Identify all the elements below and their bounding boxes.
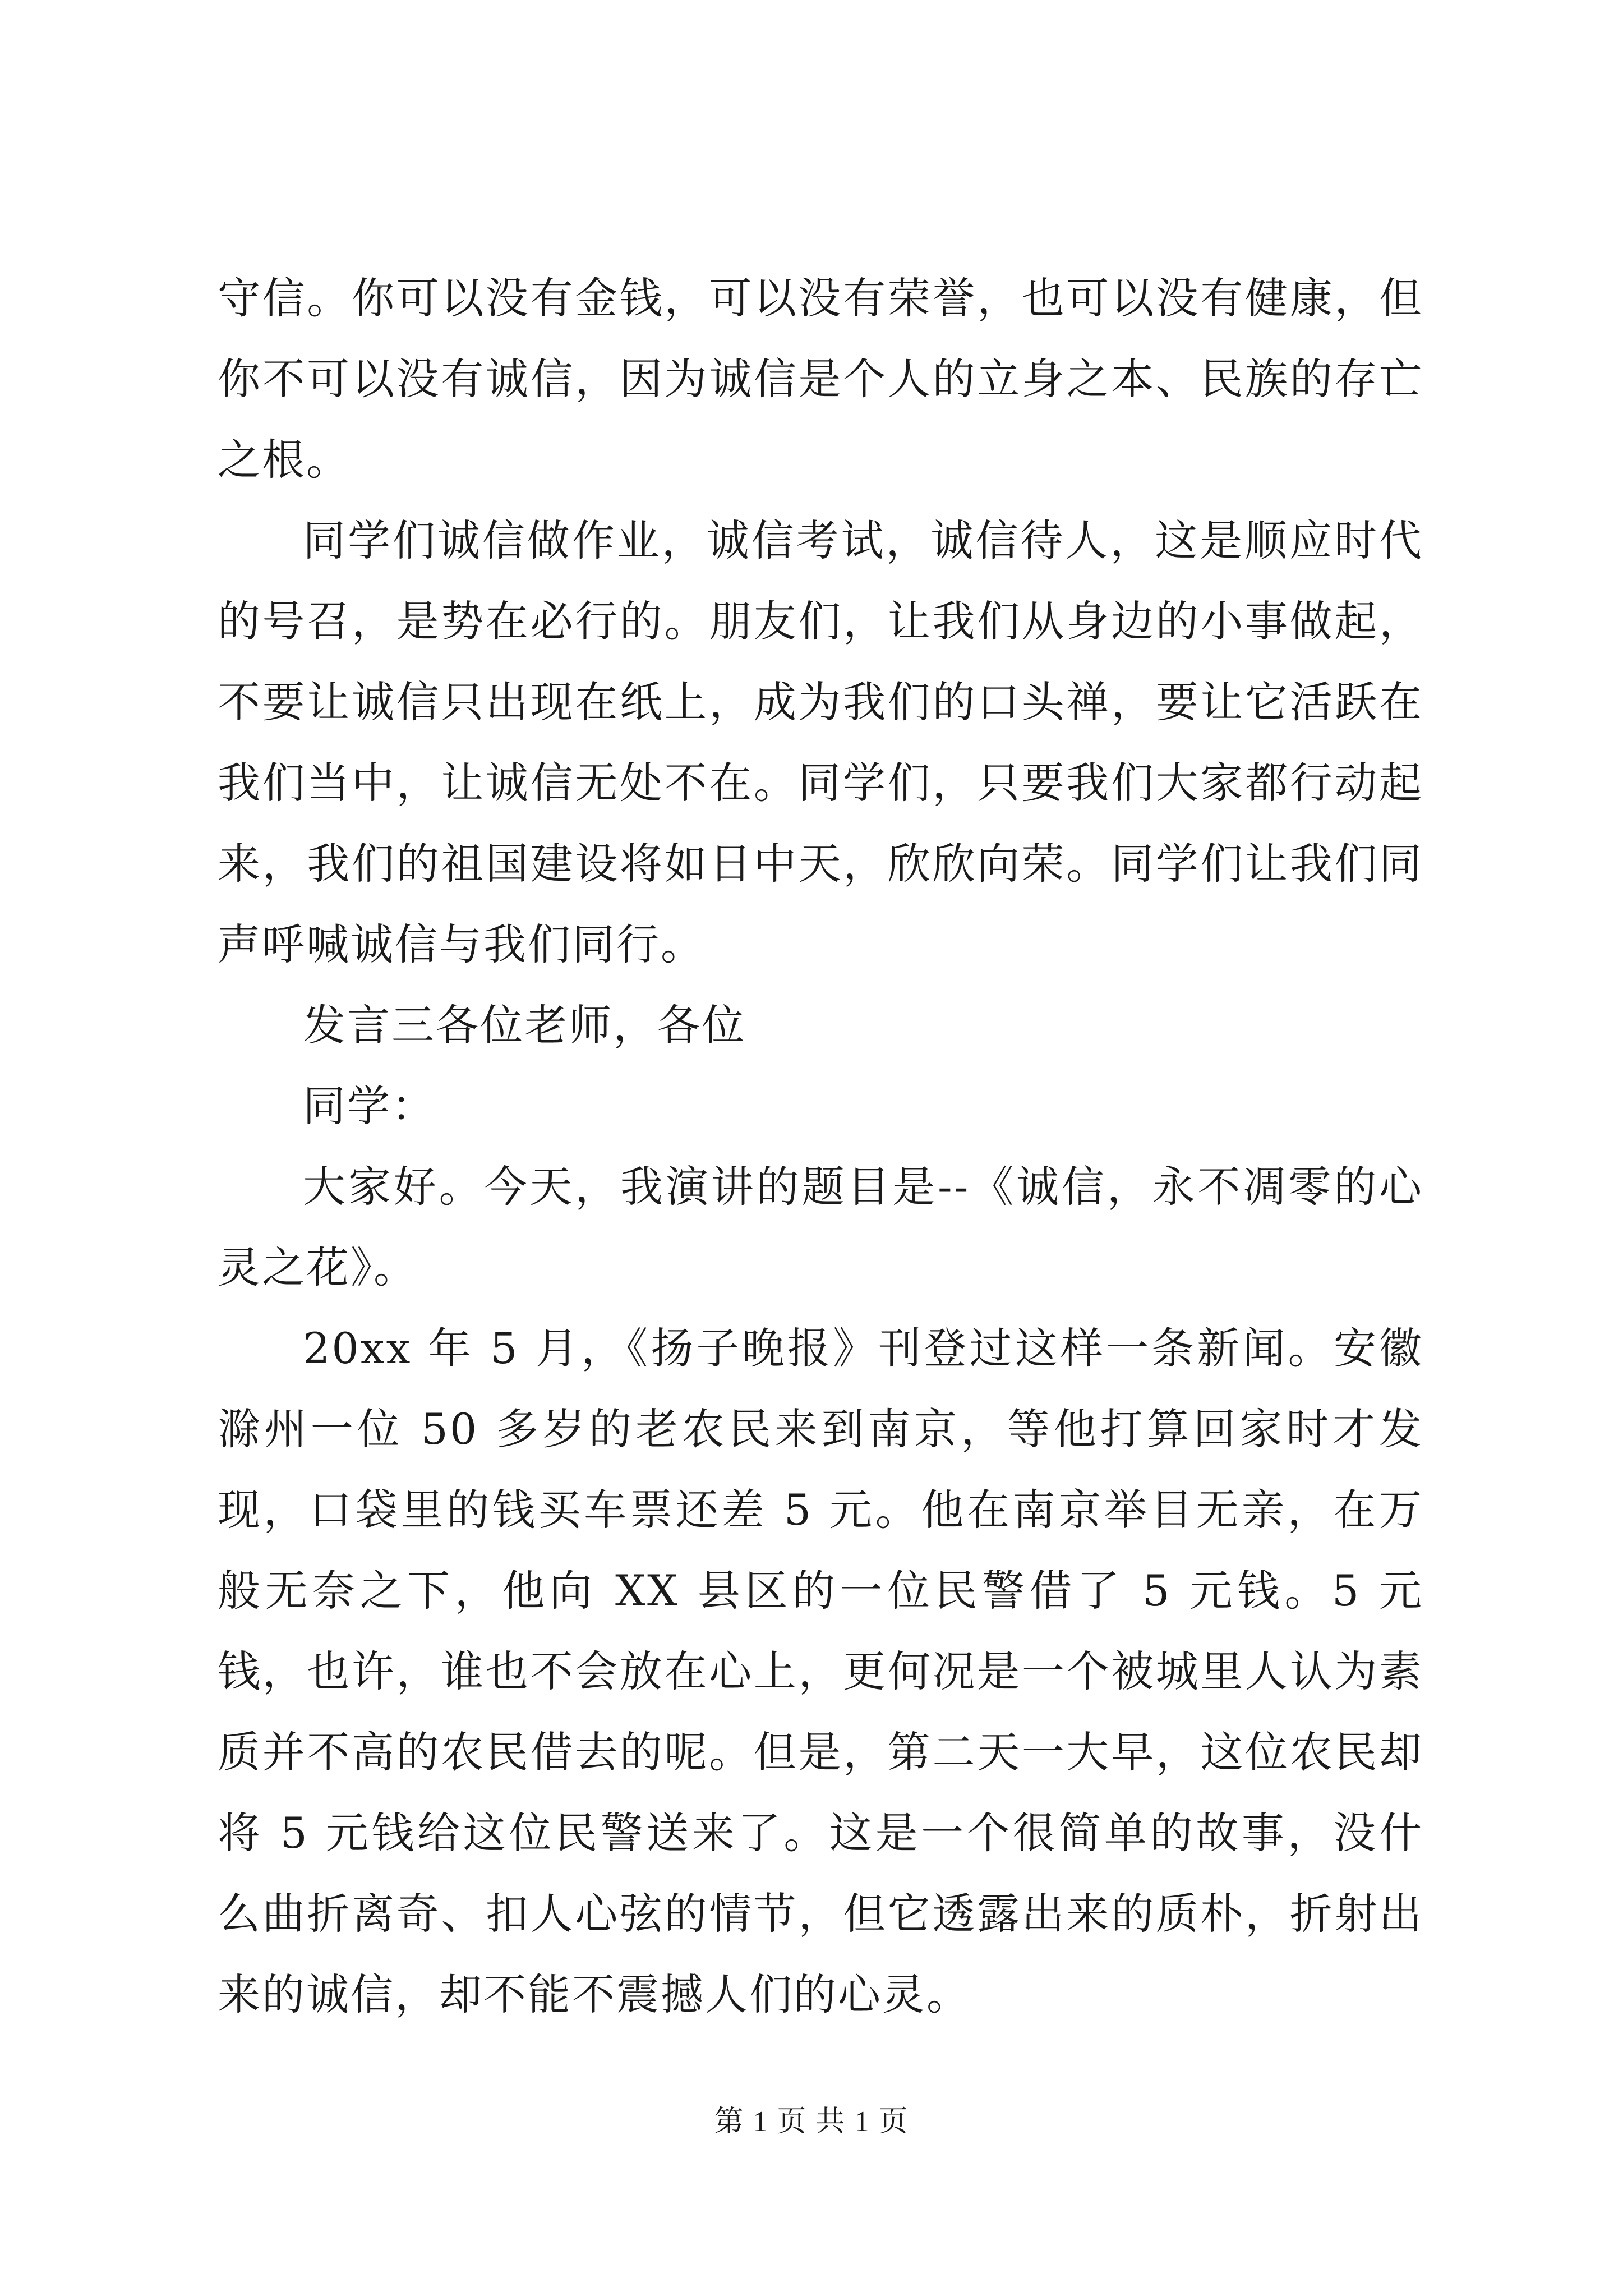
paragraph-3: 发言三各位老师，各位 xyxy=(303,1000,746,1050)
document-body xyxy=(218,258,1423,2035)
page-footer: 第 1 页 共 1 页 xyxy=(714,2106,909,2138)
paragraph-6: 20xx 年 5 月，《扬子晚报》刊登过这样一条新闻。安徽滁州一位 50 多岁的老农民来到南京，等他打算回家时才发现，口袋里的钱买车票还差 5 元。他在南京举目无亲，在万般无奈之下，他向 XX 县区的一位民警借了 5 元钱。5 元钱，也许，谁也不会放在心上，更何况是一个被城里人认为素质并不高的农民借去的呢。但是，第二天一大早，这位农民却将 5 元钱给这位民警送来了。这是一个很简单的故事，没什么曲折离奇、扣人心弦的情节，但它透露出来的质朴，折射出来的诚信，却不能不震撼人们的心灵。 xyxy=(218,1323,1423,2019)
paragraph-1: 守信。你可以没有金钱，可以没有荣誉，也可以没有健康，但你不可以没有诚信，因为诚信是个人的立身之本、民族的存亡之根。 xyxy=(218,273,1423,485)
paragraph-4: 同学： xyxy=(303,1081,436,1131)
paragraph-2: 同学们诚信做作业，诚信考试，诚信待人，这是顺应时代的号召，是势在必行的。朋友们，让我们从身边的小事做起，不要让诚信只出现在纸上，成为我们的口头禅，要让它活跃在我们当中，让诚信无处不在。同学们，只要我们大家都行动起来，我们的祖国建设将如日中天，欣欣向荣。同学们让我们同声呼喊诚信与我们同行。 xyxy=(218,516,1423,969)
paragraph-5: 大家好。今天，我演讲的题目是--《诚信，永不凋零的心灵之花》。 xyxy=(218,1162,1423,1292)
